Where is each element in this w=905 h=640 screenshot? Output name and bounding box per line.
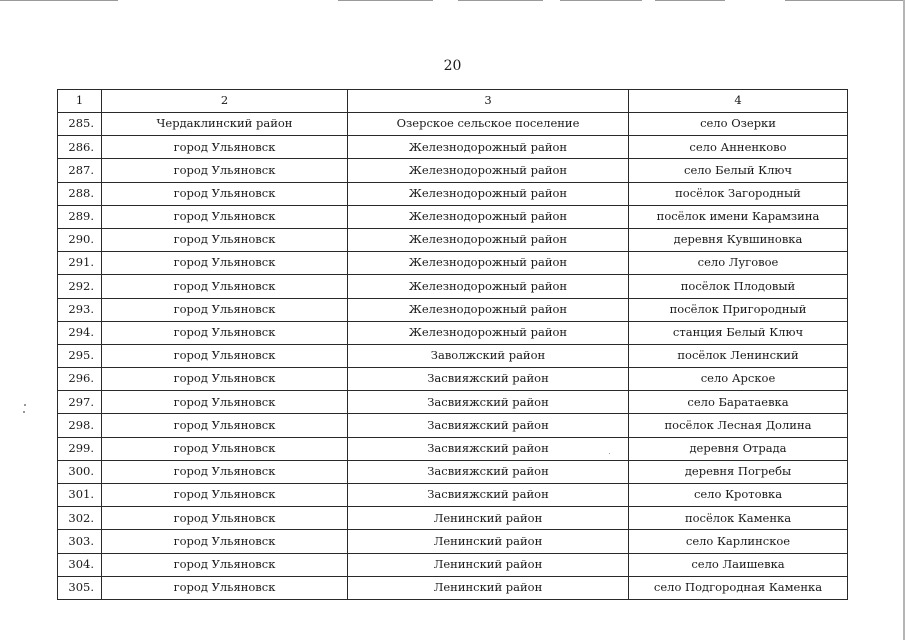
- table-row: [58, 113, 848, 136]
- settlement-cell: посёлок Ленинский: [629, 344, 848, 367]
- settlement-cell: посёлок Каменка: [629, 507, 848, 530]
- table-row: [58, 228, 848, 251]
- district-cell: Ленинский район: [348, 530, 629, 553]
- settlement-cell: село Лаишевка: [629, 553, 848, 576]
- district-cell: Ленинский район: [348, 576, 629, 599]
- table-row: [58, 414, 848, 437]
- header-cell-number: 1: [58, 90, 102, 113]
- table-row: [58, 484, 848, 507]
- district-cell: Засвияжский район: [348, 391, 629, 414]
- table-row: [58, 437, 848, 460]
- district-cell: Железнодорожный район: [348, 159, 629, 182]
- settlement-cell: село Анненково: [629, 136, 848, 159]
- district-cell: Железнодорожный район: [348, 182, 629, 205]
- row-number-cell: 291.: [58, 252, 102, 275]
- settlement-cell: село Луговое: [629, 252, 848, 275]
- row-number-cell: 286.: [58, 136, 102, 159]
- row-number-cell: 294.: [58, 321, 102, 344]
- settlement-cell: село Арское: [629, 368, 848, 391]
- municipality-cell: город Ульяновск: [102, 344, 348, 367]
- district-cell: Засвияжский район: [348, 437, 629, 460]
- district-cell: Железнодорожный район: [348, 136, 629, 159]
- district-cell: Засвияжский район: [348, 460, 629, 483]
- table-row: [58, 576, 848, 599]
- row-number-cell: 288.: [58, 182, 102, 205]
- municipality-cell: город Ульяновск: [102, 298, 348, 321]
- row-number-cell: 287.: [58, 159, 102, 182]
- row-number-cell: 285.: [58, 113, 102, 136]
- municipality-cell: город Ульяновск: [102, 391, 348, 414]
- municipality-cell: Чердаклинский район: [102, 113, 348, 136]
- settlement-cell: село Подгородная Каменка: [629, 576, 848, 599]
- municipality-cell: город Ульяновск: [102, 484, 348, 507]
- table-row: [58, 298, 848, 321]
- district-cell: Озерское сельское поселение: [348, 113, 629, 136]
- row-number-cell: 293.: [58, 298, 102, 321]
- table-row: [58, 530, 848, 553]
- municipality-cell: город Ульяновск: [102, 228, 348, 251]
- row-number-cell: 304.: [58, 553, 102, 576]
- row-number-cell: 292.: [58, 275, 102, 298]
- settlement-cell: село Белый Ключ: [629, 159, 848, 182]
- district-cell: Железнодорожный район: [348, 298, 629, 321]
- settlement-cell: станция Белый Ключ: [629, 321, 848, 344]
- table-row: [58, 460, 848, 483]
- settlement-cell: село Озерки: [629, 113, 848, 136]
- row-number-cell: 303.: [58, 530, 102, 553]
- row-number-cell: 290.: [58, 228, 102, 251]
- settlement-cell: село Кротовка: [629, 484, 848, 507]
- municipality-cell: город Ульяновск: [102, 252, 348, 275]
- municipality-cell: город Ульяновск: [102, 205, 348, 228]
- settlement-cell: деревня Погребы: [629, 460, 848, 483]
- table-row: [58, 368, 848, 391]
- header-cell-settlement: 4: [629, 90, 848, 113]
- municipality-cell: город Ульяновск: [102, 460, 348, 483]
- table-row: [58, 321, 848, 344]
- table-row: [58, 182, 848, 205]
- header-cell-municipality: 2: [102, 90, 348, 113]
- row-number-cell: 301.: [58, 484, 102, 507]
- municipality-cell: город Ульяновск: [102, 321, 348, 344]
- table-row: [58, 391, 848, 414]
- settlement-cell: деревня Кувшиновка: [629, 228, 848, 251]
- municipality-cell: город Ульяновск: [102, 530, 348, 553]
- scan-artifact-top-edge: [0, 0, 905, 2]
- district-cell: Железнодорожный район: [348, 275, 629, 298]
- settlement-cell: деревня Отрада: [629, 437, 848, 460]
- table-row: [58, 159, 848, 182]
- scan-speck: [23, 411, 25, 413]
- settlement-cell: посёлок Пригородный: [629, 298, 848, 321]
- settlement-cell: село Баратаевка: [629, 391, 848, 414]
- row-number-cell: 298.: [58, 414, 102, 437]
- district-cell: Заволжский район: [348, 344, 629, 367]
- row-number-cell: 302.: [58, 507, 102, 530]
- row-number-cell: 295.: [58, 344, 102, 367]
- settlements-table: [57, 89, 848, 600]
- settlement-cell: посёлок Лесная Долина: [629, 414, 848, 437]
- row-number-cell: 297.: [58, 391, 102, 414]
- header-cell-district: 3: [348, 90, 629, 113]
- municipality-cell: город Ульяновск: [102, 414, 348, 437]
- district-cell: Засвияжский район: [348, 368, 629, 391]
- municipality-cell: город Ульяновск: [102, 507, 348, 530]
- row-number-cell: 296.: [58, 368, 102, 391]
- district-cell: Ленинский район: [348, 553, 629, 576]
- district-cell: Засвияжский район: [348, 484, 629, 507]
- table-row: [58, 275, 848, 298]
- row-number-cell: 300.: [58, 460, 102, 483]
- district-cell: Железнодорожный район: [348, 228, 629, 251]
- municipality-cell: город Ульяновск: [102, 182, 348, 205]
- scan-speck: [24, 404, 26, 406]
- table-header-row: [58, 90, 848, 113]
- settlements-table-container: [57, 89, 848, 600]
- row-number-cell: 299.: [58, 437, 102, 460]
- table-row: [58, 252, 848, 275]
- row-number-cell: 305.: [58, 576, 102, 599]
- district-cell: Засвияжский район: [348, 414, 629, 437]
- municipality-cell: город Ульяновск: [102, 368, 348, 391]
- municipality-cell: город Ульяновск: [102, 553, 348, 576]
- settlement-cell: посёлок Загородный: [629, 182, 848, 205]
- settlement-cell: посёлок имени Карамзина: [629, 205, 848, 228]
- table-row: [58, 205, 848, 228]
- row-number-cell: 289.: [58, 205, 102, 228]
- settlement-cell: село Карлинское: [629, 530, 848, 553]
- table-row: [58, 344, 848, 367]
- municipality-cell: город Ульяновск: [102, 576, 348, 599]
- scan-speck: [609, 453, 610, 454]
- page-number: 20: [443, 58, 462, 74]
- municipality-cell: город Ульяновск: [102, 437, 348, 460]
- district-cell: Железнодорожный район: [348, 252, 629, 275]
- district-cell: Ленинский район: [348, 507, 629, 530]
- municipality-cell: город Ульяновск: [102, 159, 348, 182]
- settlement-cell: посёлок Плодовый: [629, 275, 848, 298]
- table-row: [58, 136, 848, 159]
- municipality-cell: город Ульяновск: [102, 275, 348, 298]
- table-row: [58, 553, 848, 576]
- table-row: [58, 507, 848, 530]
- municipality-cell: город Ульяновск: [102, 136, 348, 159]
- district-cell: Железнодорожный район: [348, 205, 629, 228]
- district-cell: Железнодорожный район: [348, 321, 629, 344]
